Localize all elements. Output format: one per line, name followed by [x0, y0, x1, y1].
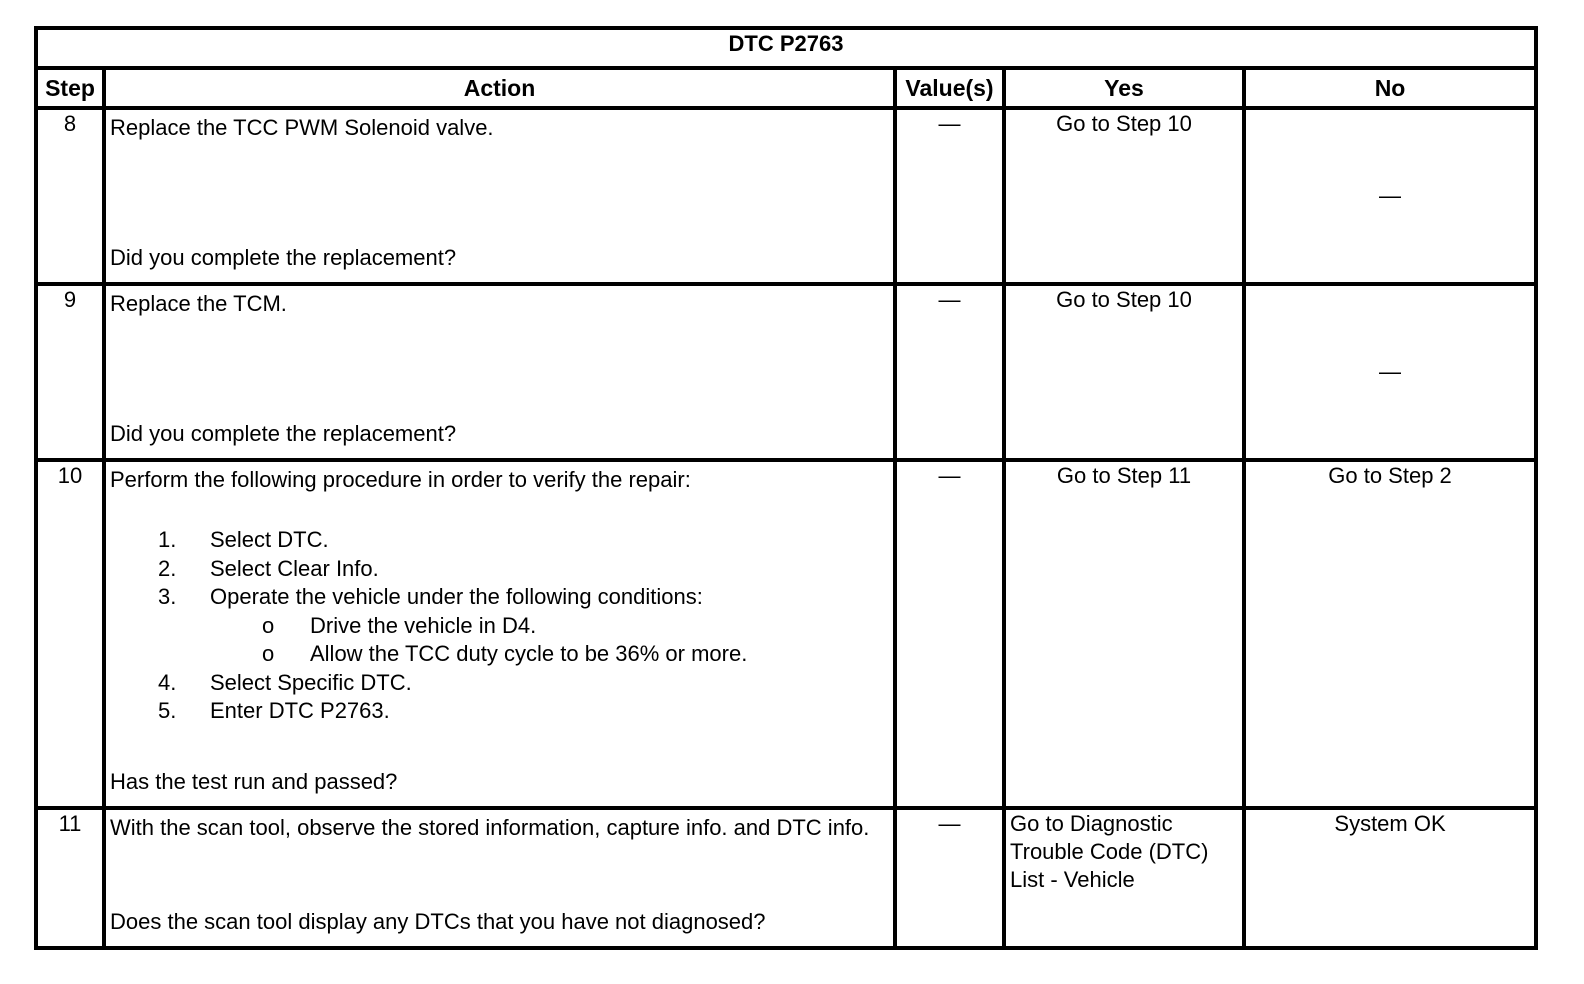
no-cell — [1244, 808, 1536, 948]
no-cell — [1244, 460, 1536, 808]
value-cell: — — [895, 284, 1004, 460]
value-cell: — — [895, 808, 1004, 948]
header-step: Step — [36, 68, 104, 108]
action-instruction: Replace the TCM. — [110, 291, 287, 316]
yes-cell — [1004, 808, 1244, 948]
condition-list — [210, 612, 889, 669]
list-item: o Drive the vehicle in D4. — [262, 612, 537, 638]
step-number: 11 — [36, 808, 104, 948]
action-instruction: With the scan tool, observe the stored information, capture info. and DTC info. — [110, 815, 870, 840]
table-title: DTC P2763 — [36, 28, 1536, 68]
action-question: Does the scan tool display any DTCs that you have not diagnosed? — [110, 909, 766, 934]
step-number: 9 — [36, 284, 104, 460]
list-item: 4. Select Specific DTC. — [158, 669, 412, 695]
yes-text: Go to Step 10 — [1056, 111, 1192, 136]
table-row — [36, 460, 1536, 808]
value-cell: — — [895, 108, 1004, 284]
table-row — [36, 108, 1536, 284]
step-number: 8 — [36, 108, 104, 284]
value-cell: — — [895, 460, 1004, 808]
table-row — [36, 284, 1536, 460]
no-cell: — — [1244, 108, 1536, 284]
list-item: 1. Select DTC. — [158, 527, 329, 552]
yes-cell — [1004, 460, 1244, 808]
header-no: No — [1244, 68, 1536, 108]
list-item: o Allow the TCC duty cycle to be 36% or more. — [262, 641, 748, 666]
no-text: System OK — [1334, 811, 1446, 836]
action-cell — [104, 808, 895, 948]
header-action: Action — [104, 68, 895, 108]
action-question: Did you complete the replacement? — [110, 245, 457, 270]
action-question: Has the test run and passed? — [110, 769, 398, 794]
action-instruction: Replace the TCC PWM Solenoid valve. — [110, 115, 494, 140]
header-yes: Yes — [1004, 68, 1244, 108]
header-values: Value(s) — [895, 68, 1004, 108]
list-item: 5. Enter DTC P2763. — [158, 698, 390, 723]
action-cell — [104, 108, 895, 284]
action-cell — [104, 460, 895, 808]
list-item: 3. Operate the vehicle under the following conditions: o Drive the vehicle in D4. o Allow the TCC duty cycle to be 36% or more. — [210, 583, 889, 669]
list-item: 2. Select Clear Info. — [158, 555, 379, 581]
yes-cell — [1004, 108, 1244, 284]
step-number: 10 — [36, 460, 104, 808]
procedure-list — [110, 526, 889, 726]
action-instruction: Perform the following procedure in order to verify the repair: — [110, 467, 691, 492]
action-question: Did you complete the replacement? — [110, 421, 457, 446]
yes-text: Go to Step 10 — [1056, 287, 1192, 312]
no-cell: — — [1244, 284, 1536, 460]
table-row — [36, 808, 1536, 948]
dtc-table — [34, 26, 1538, 950]
yes-text: Go to Step 11 — [1056, 463, 1192, 488]
yes-cell — [1004, 284, 1244, 460]
no-text: Go to Step 2 — [1328, 463, 1452, 488]
action-cell — [104, 284, 895, 460]
yes-text: Go to Diagnostic Trouble Code (DTC) List - Vehicle — [1010, 811, 1209, 892]
